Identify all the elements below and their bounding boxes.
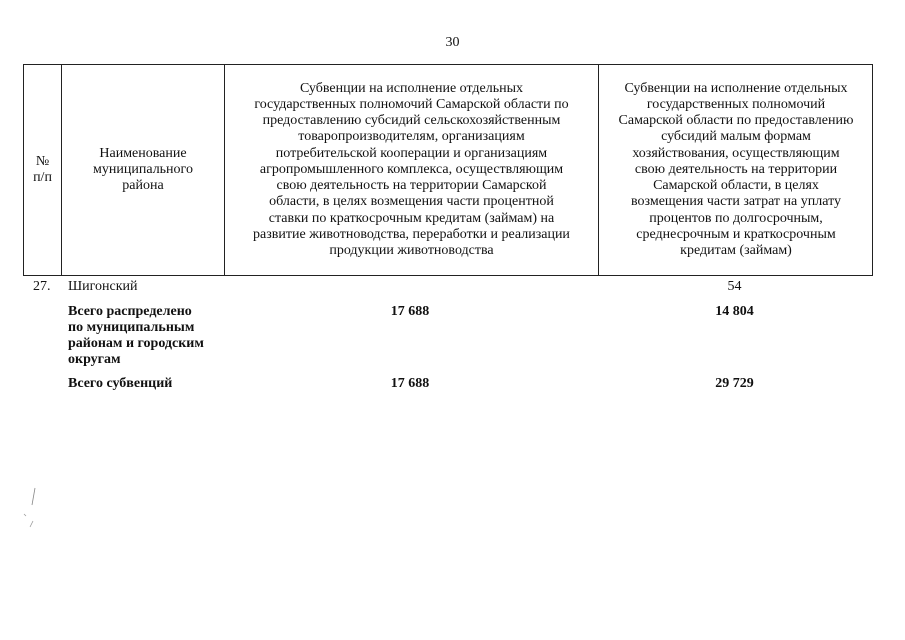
total-subventions-small-farms-value: 29 729 [715, 376, 754, 391]
total-subventions-livestock-value: 17 688 [390, 376, 430, 391]
header-number-column: № п/п [33, 153, 52, 185]
total-distributed-small-farms-value: 14 804 [715, 304, 754, 319]
total-subventions-label: Всего субвенций [68, 376, 173, 391]
total-distributed-livestock-value: 17 688 [390, 304, 430, 319]
scan-mark [24, 514, 26, 516]
district-name: Шигонский [68, 279, 138, 294]
total-distributed-label: Всего распределено по муниципальным районам и городским округам [68, 304, 204, 367]
page-number: 30 [445, 35, 460, 50]
scan-mark [32, 488, 35, 505]
header-district-name-column: Наименование муниципального района [61, 65, 224, 275]
scan-mark [30, 521, 33, 527]
row-number: 27. [33, 279, 51, 294]
header-small-farms-subvention-column: Субвенции на исполнение отдельных государственных полномочий Самарской области по предоставлению субсидий малым формам хозяйствования, осуществляющим свою деятельность на территории Самарской области, в целях возмещения части затрат на уплату процентов по долгосрочным, среднесрочным и краткосрочным кредитам (займам) [598, 65, 873, 275]
header-livestock-subvention-column: Субвенции на исполнение отдельных государственных полномочий Самарской области по предоставлению субсидий сельскохозяйственным товаропроизводителям, организациям потребительской кооперации и организациям агропромышленного комплекса, осуществляющим свою деятельность на территории Самарской области, в целях возмещения части процентной ставки по краткосрочным кредитам (займам) на развитие животноводства, переработки и реализации продукции животноводства [224, 65, 598, 275]
small-farms-subvention-value: 54 [727, 279, 742, 294]
